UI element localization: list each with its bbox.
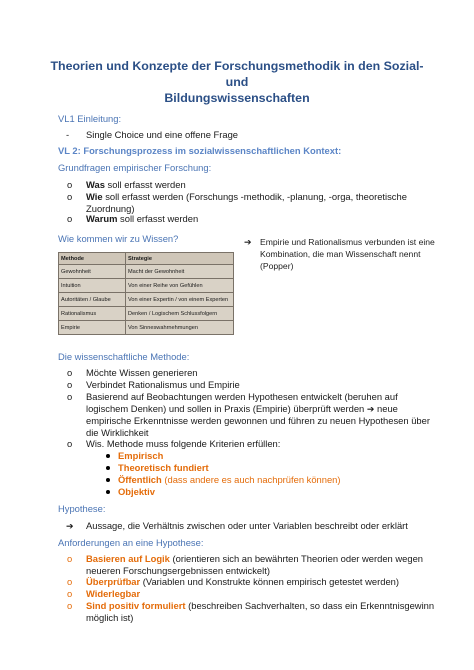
bullet-dot bbox=[106, 466, 110, 470]
title-line-2: Bildungswissenschaften bbox=[164, 91, 310, 105]
document-title bbox=[40, 58, 434, 106]
table-cell: Intuition bbox=[59, 279, 126, 293]
table-row bbox=[59, 279, 234, 293]
bullet-circle: o bbox=[67, 588, 73, 599]
bullet-circle: o bbox=[67, 191, 73, 202]
wissen-heading: Wie kommen wir zu Wissen? bbox=[58, 233, 179, 244]
table-row bbox=[59, 307, 234, 321]
vl1-dash: - bbox=[66, 129, 70, 140]
table-header-cell: Strategie bbox=[126, 253, 234, 265]
grundfrage-was: Was soll erfasst werden bbox=[86, 179, 186, 190]
bullet-circle: o bbox=[67, 438, 73, 449]
arrow-icon: ➔ bbox=[366, 404, 375, 414]
methode-item-3-cont3: die Wirklichkeit bbox=[86, 427, 149, 438]
table-cell: Von einer Reihe von Gefühlen bbox=[126, 279, 234, 293]
hypothese-item: Aussage, die Verhältnis zwischen oder unter Variablen beschreibt oder erklärt bbox=[86, 520, 408, 531]
bullet-circle: o bbox=[67, 213, 73, 224]
methode-item-4: Wis. Methode muss folgende Kriterien erfüllen: bbox=[86, 438, 281, 449]
table-row bbox=[59, 321, 234, 335]
table-cell: Von Sinneswahrnehmungen bbox=[126, 321, 234, 335]
methode-item-3-cont: logischem Denken) und sollen in Praxis (Empirie) überprüft werden ➔ neue bbox=[86, 403, 398, 414]
bullet-circle: o bbox=[67, 179, 73, 190]
bullet-dot bbox=[106, 490, 110, 494]
arrow-icon: ➔ bbox=[66, 521, 74, 531]
criterion-empirisch: Empirisch bbox=[118, 450, 164, 461]
vl1-item: Single Choice und eine offene Frage bbox=[86, 129, 239, 140]
anforderung-positiv: Sind positiv formuliert (beschreiben Sachverhalten, so dass ein Erkenntnisgewinn bbox=[86, 600, 435, 611]
table-header-row bbox=[59, 253, 234, 265]
empirie-note bbox=[244, 236, 444, 272]
methode-strategie-table bbox=[58, 252, 234, 335]
anforderung-ueberpruefbar: Überprüfbar (Variablen und Konstrukte können empirisch getestet werden) bbox=[86, 576, 399, 587]
anforderung-logik: Basieren auf Logik (orientieren sich an bewährten Theorien oder werden wegen bbox=[86, 553, 423, 564]
vl2-subheading: Grundfragen empirischer Forschung: bbox=[58, 162, 212, 173]
table-cell: Autoritäten / Glaube bbox=[59, 293, 126, 307]
table-cell: Gewohnheit bbox=[59, 265, 126, 279]
methode-item-2: Verbindet Rationalismus und Empirie bbox=[86, 379, 240, 390]
note-line-2: Kombination, die man Wissenschaft nennt bbox=[260, 249, 421, 259]
bullet-circle: o bbox=[67, 379, 73, 390]
arrow-icon: ➔ bbox=[244, 237, 252, 247]
table-header-cell: Methode bbox=[59, 253, 126, 265]
anforderung-positiv-cont: möglich ist) bbox=[86, 612, 134, 623]
bullet-circle: o bbox=[67, 553, 73, 564]
table-cell: Von einer Expertin / von einem Experten bbox=[126, 293, 234, 307]
anforderungen-heading: Anforderungen an eine Hypothese: bbox=[58, 537, 204, 548]
grundfrage-wie-cont: Zuordnung) bbox=[86, 203, 135, 214]
bullet-circle: o bbox=[67, 600, 73, 611]
table-cell: Rationalismus bbox=[59, 307, 126, 321]
title-line-1: Theorien und Konzepte der Forschungsmethodik in den Sozial- und bbox=[50, 59, 424, 89]
table-cell: Macht der Gewohnheit bbox=[126, 265, 234, 279]
hypothese-heading: Hypothese: bbox=[58, 503, 106, 514]
note-line-1: ➔ Empirie und Rationalismus verbunden ist eine bbox=[244, 237, 435, 247]
vl2-heading: VL 2: Forschungsprozess im sozialwissenschaftlichen Kontext: bbox=[58, 145, 342, 156]
criterion-objektiv: Objektiv bbox=[118, 486, 155, 497]
anforderung-widerlegbar: Widerlegbar bbox=[86, 588, 141, 599]
bullet-circle: o bbox=[67, 576, 73, 587]
grundfrage-warum: Warum soll erfasst werden bbox=[86, 213, 199, 224]
table-cell: Denken / Logischem Schlussfolgern bbox=[126, 307, 234, 321]
methode-item-1: Möchte Wissen generieren bbox=[86, 367, 198, 378]
criterion-theoretisch: Theoretisch fundiert bbox=[118, 462, 209, 473]
criterion-oeffentlich: Öffentlich (dass andere es auch nachprüfen können) bbox=[118, 474, 341, 485]
table-row bbox=[59, 265, 234, 279]
methode-heading: Die wissenschaftliche Methode: bbox=[58, 351, 190, 362]
vl1-heading: VL1 Einleitung: bbox=[58, 113, 122, 124]
anforderung-logik-cont: neueren Forschungsergebnissen entwickelt) bbox=[86, 565, 270, 576]
methode-item-3: Basierend auf Beobachtungen werden Hypothesen entwickelt (beruhen auf bbox=[86, 391, 398, 402]
note-line-3: (Popper) bbox=[260, 261, 294, 271]
table-cell: Empirie bbox=[59, 321, 126, 335]
bullet-circle: o bbox=[67, 391, 73, 402]
bullet-dot bbox=[106, 454, 110, 458]
bullet-circle: o bbox=[67, 367, 73, 378]
methode-item-3-cont2: empirische Erkenntnisse werden gewonnen und führen zu neuen Hypothesen über bbox=[86, 415, 430, 426]
bullet-dot bbox=[106, 478, 110, 482]
grundfrage-wie: Wie soll erfasst werden (Forschungs -methodik, -planung, -orga, theoretische bbox=[86, 191, 407, 202]
table-row bbox=[59, 293, 234, 307]
